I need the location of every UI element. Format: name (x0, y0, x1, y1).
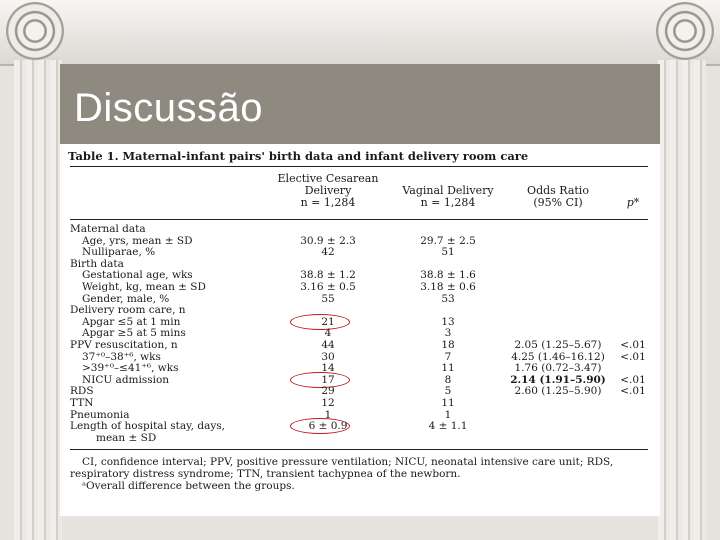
row-label: mean ± SD (96, 431, 157, 444)
data-table (68, 150, 650, 492)
row-label: TTN (70, 396, 94, 409)
cell-cesarean: 6 ± 0.9 (308, 420, 348, 433)
cell-vaginal: 51 (441, 246, 455, 259)
row-label: Length of hospital stay, days, (70, 420, 225, 433)
caption-text: Maternal-infant pairs' birth data and infant delivery room care (122, 149, 529, 163)
header-vaginal-1: Vaginal Delivery (402, 184, 494, 197)
footnote-line: CI, confidence interval; PPV, positive pressure ventilation; NICU, neonatal intensive care unit; RDS, (82, 456, 614, 469)
row-label: Age, yrs, mean ± SD (82, 234, 193, 247)
scroll-ornament-icon (656, 2, 714, 60)
cell-cesarean: 42 (321, 246, 335, 259)
row-label: Maternal data (70, 223, 146, 235)
cell-cesarean: 14 (321, 362, 335, 375)
header-cesarean-2: Delivery (304, 184, 352, 197)
footnote-line: respiratory distress syndrome; TTN, transient tachypnea of the newborn. (70, 468, 461, 481)
row-label: Gestational age, wks (82, 269, 193, 282)
cell-cesarean: 55 (321, 292, 335, 305)
row-label: PPV resuscitation, n (70, 338, 178, 351)
row-label: Delivery room care, n (70, 304, 186, 317)
bottom-rule (70, 449, 648, 450)
cell-vaginal: 4 ± 1.1 (428, 420, 468, 433)
cell-cesarean: 17 (321, 373, 335, 386)
cell-vaginal: 5 (444, 385, 452, 398)
cell-cesarean: 38.8 ± 1.2 (300, 269, 356, 282)
row-label: RDS (70, 385, 94, 398)
cell-vaginal: 38.8 ± 1.6 (420, 269, 476, 282)
cell-vaginal: 53 (441, 292, 455, 305)
cell-vaginal: 3 (444, 327, 452, 340)
header-ci: (95% CI) (533, 196, 583, 209)
cell-vaginal: 18 (441, 338, 455, 351)
table-header (68, 173, 650, 219)
slide-title: Discussão (74, 86, 264, 130)
cell-odds-ratio: 2.05 (1.25–5.67) (514, 338, 602, 351)
row-label: Apgar ≥5 at 5 mins (82, 327, 186, 340)
header-vaginal-2: n = 1,284 (420, 196, 476, 209)
row-label: 37⁺⁰–38⁺⁶, wks (82, 350, 161, 363)
cell-cesarean: 4 (324, 327, 332, 340)
cell-cesarean: 44 (321, 338, 335, 351)
row-label: Nulliparae, % (82, 246, 156, 259)
top-rule (70, 166, 648, 167)
row-label: Birth data (70, 257, 124, 270)
cell-cesarean: 30.9 ± 2.3 (300, 234, 356, 247)
cell-odds-ratio: 2.14 (1.91–5.90) (510, 373, 606, 386)
left-column (14, 60, 62, 540)
caption-label: Table 1. (68, 149, 119, 163)
cell-odds-ratio: 2.60 (1.25–5.90) (514, 385, 602, 398)
cell-p: <.01 (620, 350, 646, 363)
header-p: p* (626, 196, 640, 209)
table-figure (60, 144, 660, 516)
cell-cesarean: 21 (321, 315, 335, 328)
scroll-ornament-icon (6, 2, 64, 60)
cell-vaginal: 7 (444, 350, 452, 363)
cell-vaginal: 13 (441, 315, 455, 328)
cell-cesarean: 12 (321, 396, 335, 409)
header-cesarean-1: Elective Cesarean (277, 172, 379, 185)
row-label: NICU admission (82, 373, 170, 386)
header-odds-ratio: Odds Ratio (527, 184, 589, 197)
row-label: >39⁺⁰–≤41⁺⁶, wks (82, 362, 179, 375)
right-column (658, 60, 706, 540)
cell-vaginal: 11 (441, 396, 455, 409)
cell-odds-ratio: 4.25 (1.46–16.12) (511, 350, 605, 363)
footnote-line: ᵃOverall difference between the groups. (82, 480, 295, 493)
row-label: Gender, male, % (82, 292, 170, 305)
cell-vaginal: 8 (444, 373, 452, 386)
cell-p: <.01 (620, 373, 646, 386)
cell-vaginal: 29.7 ± 2.5 (420, 234, 476, 247)
cell-vaginal: 11 (441, 362, 455, 375)
table-caption (68, 150, 650, 162)
table-footnotes (68, 456, 650, 492)
header-cesarean-3: n = 1,284 (300, 196, 356, 209)
cell-cesarean: 3.16 ± 0.5 (300, 280, 356, 293)
cell-p: <.01 (620, 385, 646, 398)
cell-cesarean: 30 (321, 350, 335, 363)
column-capital (0, 0, 720, 66)
cell-vaginal: 1 (444, 408, 452, 421)
row-label: Apgar ≤5 at 1 min (82, 315, 181, 328)
cell-p: <.01 (620, 338, 646, 351)
row-label: Weight, kg, mean ± SD (82, 280, 206, 293)
row-label: Pneumonia (70, 408, 130, 421)
cell-vaginal: 3.18 ± 0.6 (420, 280, 476, 293)
cell-cesarean: 29 (321, 385, 335, 398)
cell-cesarean: 1 (324, 408, 332, 421)
cell-odds-ratio: 1.76 (0.72–3.47) (514, 362, 602, 375)
